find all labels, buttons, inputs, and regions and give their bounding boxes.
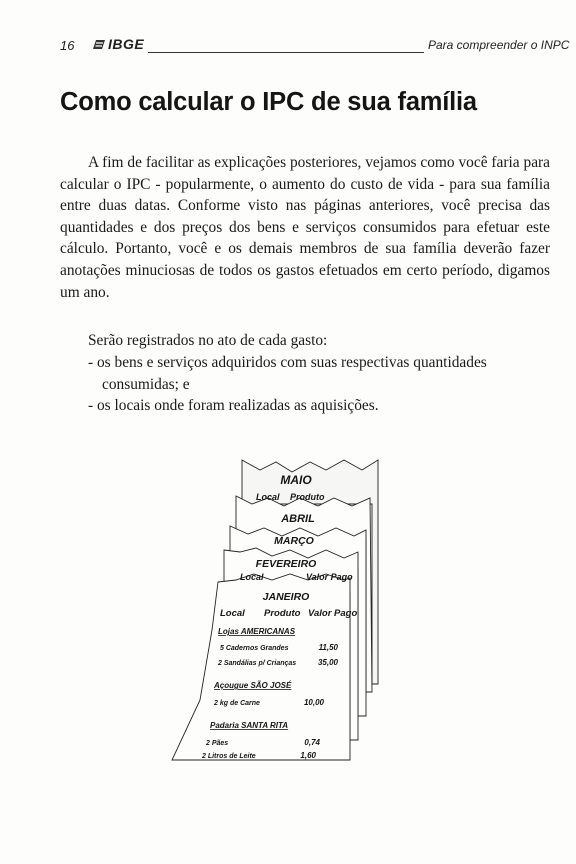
list-item: - os locais onde foram realizadas as aquisições. <box>88 397 379 415</box>
item-2: 2 Sandálias p/ Crianças <box>218 660 297 667</box>
col-local-maio: Local <box>256 492 280 502</box>
item-4: 2 Pães <box>206 740 229 747</box>
col-produto-maio: Produto <box>290 492 325 502</box>
month-janeiro: JANEIRO <box>262 591 310 603</box>
ibge-logo-icon <box>92 39 106 50</box>
store-3: Padaria SANTA RITA <box>210 721 289 730</box>
col-produto: Produto <box>264 608 301 619</box>
intro-paragraph: A fim de facilitar as explicações posteriores, vejamos como você faria para calcular o IPC - popularmente, o aumento do custo de vida - para sua família entre duas datas. Conforme visto nas páginas anteriores, você precisa das quantidades e dos preços dos bens e serviços consumidos para efetuar este cálculo. Portanto, você e os demais membros de sua família deverão fazer anotações minuciosas de todos os gastos efetuados em certo período, digamos um ano. <box>60 154 550 301</box>
store-1: Lojas AMERICANAS <box>218 627 296 636</box>
month-maio: MAIO <box>280 473 312 487</box>
logo-text: IBGE <box>108 36 145 52</box>
price-1: 11,50 <box>318 643 338 652</box>
receipts-illustration <box>160 440 420 780</box>
item-1: 5 Cadernos Grandes <box>220 645 289 652</box>
price-2: 35,00 <box>317 658 338 667</box>
price-4: 0,74 <box>304 738 320 747</box>
store-2: Açougue SÃO JOSÉ <box>214 681 292 690</box>
list-item: - os bens e serviços adquiridos com suas respectivas quantidades consumidas; e <box>88 354 487 393</box>
ibge-logo <box>92 36 144 52</box>
month-abril: ABRIL <box>281 513 315 525</box>
month-fevereiro: FEVEREIRO <box>255 558 317 570</box>
list-intro: Serão registrados no ato de cada gasto: <box>88 332 328 349</box>
receipt-january <box>172 574 350 760</box>
col-local: Local <box>220 608 245 619</box>
col-valor-fevereiro: Valor Pago <box>306 572 353 582</box>
col-local-fevereiro: Local <box>240 572 264 582</box>
item-3: 2 kg de Carne <box>214 700 260 707</box>
col-valor: Valor Pago <box>308 608 358 619</box>
month-marco: MARÇO <box>274 535 314 547</box>
requirements-list <box>88 352 550 417</box>
price-5: 1,60 <box>300 751 316 760</box>
page-number: 16 <box>60 38 75 53</box>
running-title: Para compreender o INPC <box>428 38 570 52</box>
item-5: 2 Litros de Leite <box>202 753 256 760</box>
page-title: Como calcular o IPC de sua família <box>60 88 477 116</box>
header-rule <box>148 52 424 53</box>
price-3: 10,00 <box>303 698 324 707</box>
